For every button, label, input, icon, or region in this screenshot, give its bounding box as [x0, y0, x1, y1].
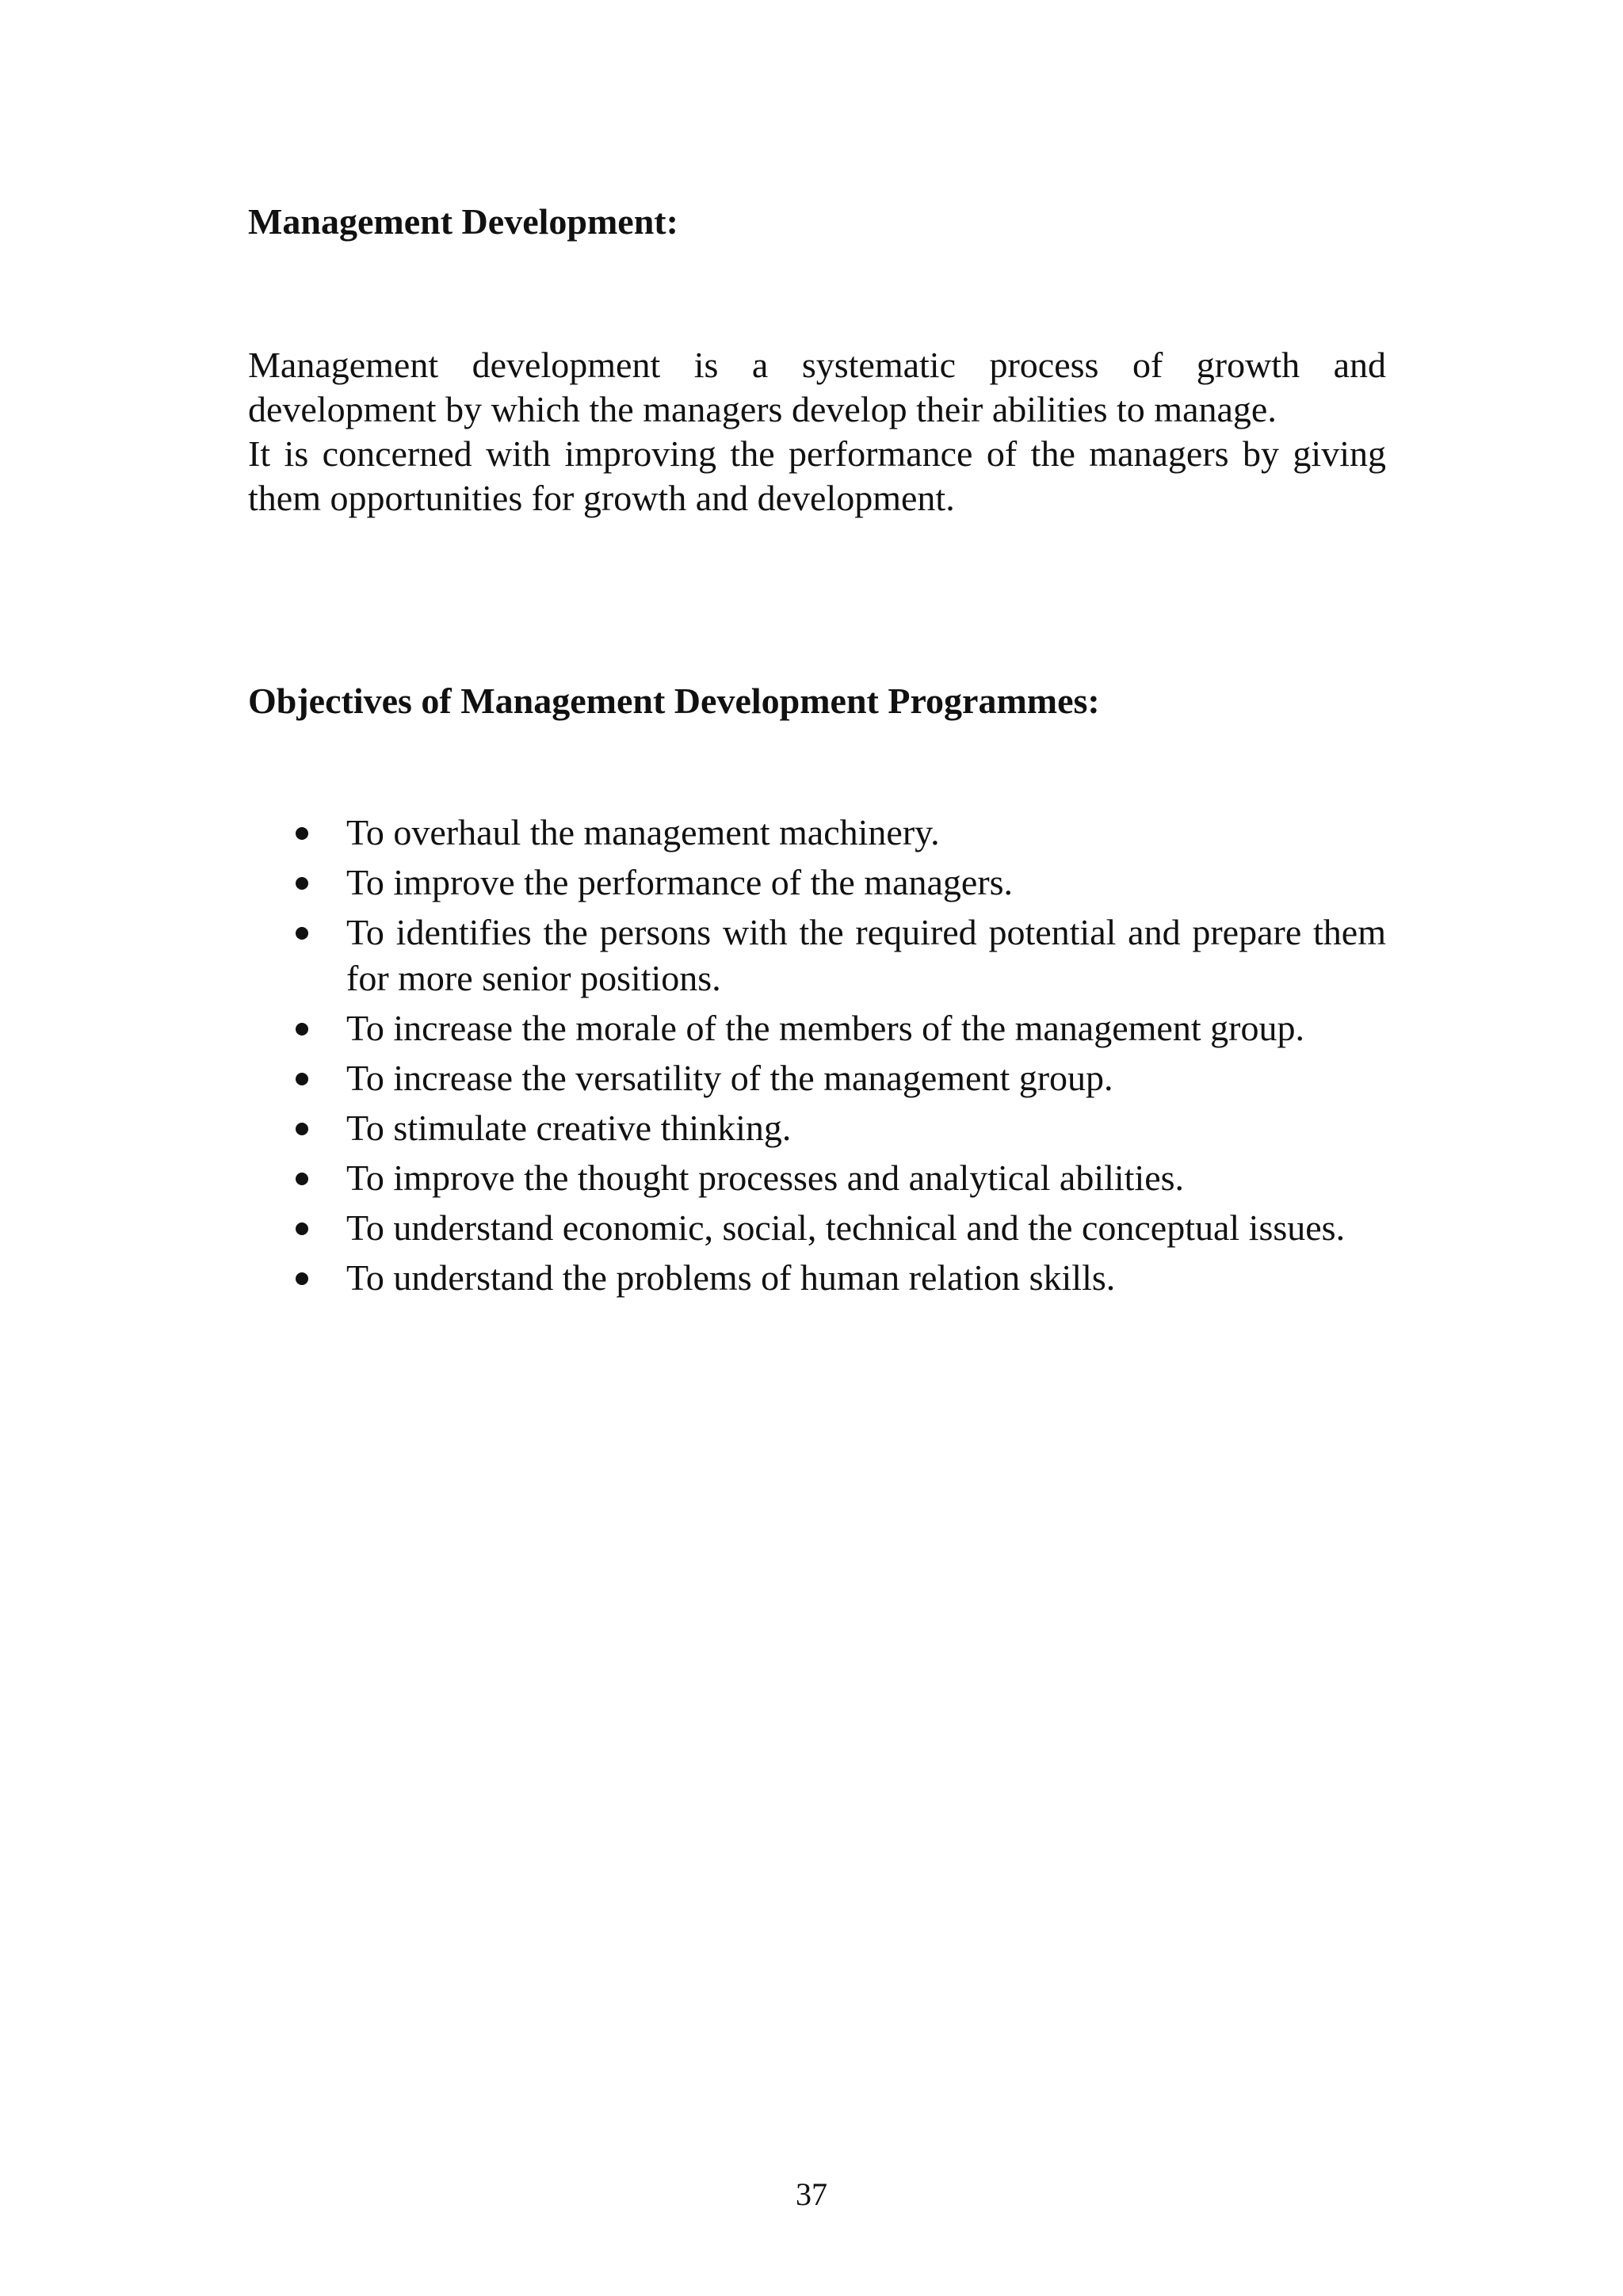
section-heading-objectives: Objectives of Management Development Programmes:	[248, 681, 1100, 721]
paragraph-concern: It is concerned with improving the performance of the managers by giving them opportunities for growth and development.	[248, 433, 1386, 518]
list-item	[248, 1055, 1386, 1101]
list-item	[248, 1255, 1386, 1301]
list-item	[248, 1005, 1386, 1051]
list-item-text: To overhaul the management machinery.	[346, 812, 940, 852]
list-item-text: To increase the versatility of the management group.	[346, 1058, 1113, 1098]
list-item-text: To improve the thought processes and analytical abilities.	[346, 1158, 1185, 1198]
list-item	[248, 910, 1386, 1001]
list-item-text: To increase the morale of the members of the management group.	[346, 1008, 1304, 1048]
list-item	[248, 1155, 1386, 1201]
bullet-icon	[296, 1023, 308, 1035]
bullet-icon	[296, 1222, 308, 1235]
bullet-icon	[296, 1123, 308, 1135]
page-number: 37	[796, 2176, 827, 2212]
list-item	[248, 860, 1386, 906]
list-item	[248, 810, 1386, 856]
list-item-text: To understand economic, social, technical and the conceptual issues.	[346, 1207, 1346, 1248]
list-item-text: To understand the problems of human relation skills.	[346, 1257, 1116, 1298]
bullet-icon	[296, 877, 308, 890]
bullet-icon	[296, 1173, 308, 1185]
list-item	[248, 1205, 1386, 1251]
paragraph-definition: Management development is a systematic process of growth and development by which the managers develop their abilities to manage.	[248, 345, 1386, 429]
section-heading-management-development: Management Development:	[248, 201, 678, 242]
bullet-icon	[296, 827, 308, 840]
bullet-icon	[296, 1272, 308, 1285]
list-item-text: To improve the performance of the managers.	[346, 862, 1014, 902]
list-item	[248, 1105, 1386, 1151]
bullet-icon	[296, 1073, 308, 1085]
objectives-list	[248, 810, 1386, 1305]
list-item-text: To identifies the persons with the required potential and prepare them for more senior positions.	[346, 912, 1386, 998]
bullet-icon	[296, 927, 308, 940]
list-item-text: To stimulate creative thinking.	[346, 1108, 792, 1148]
